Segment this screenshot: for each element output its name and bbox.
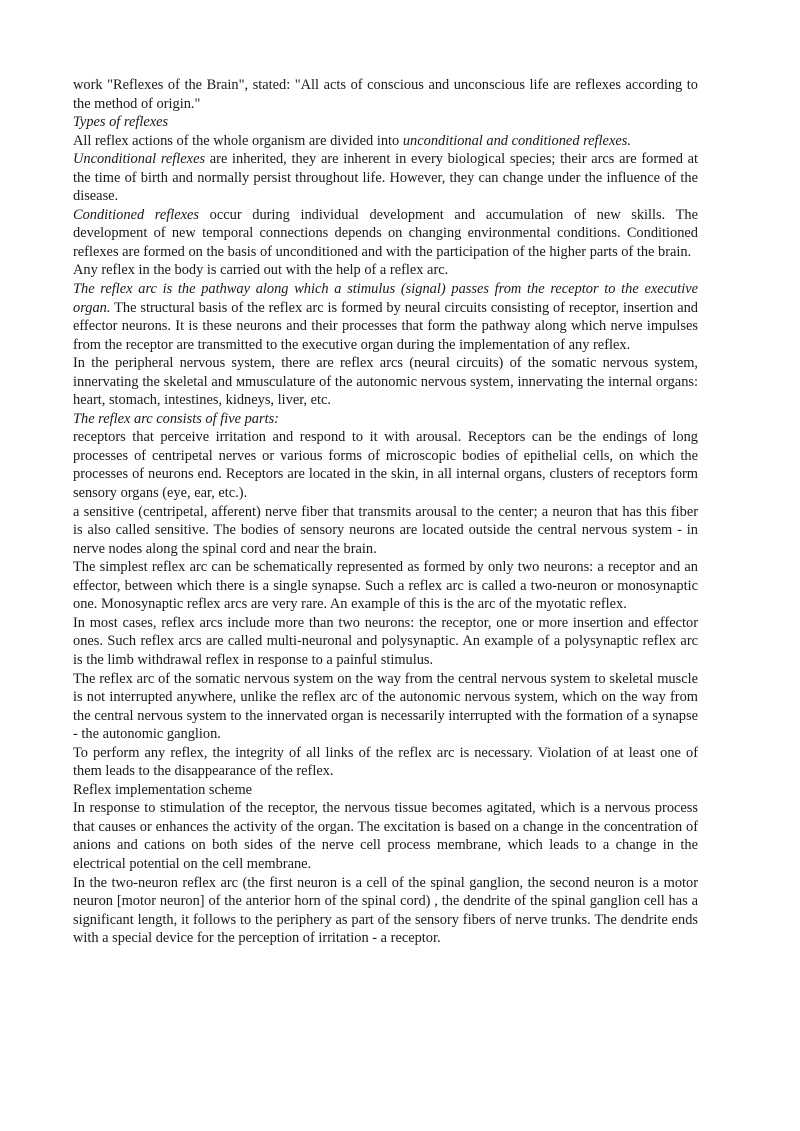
section-heading-types-of-reflexes: Types of reflexes xyxy=(73,114,169,131)
paragraph-peripheral-nervous-system: In the peripheral nervous system, there are reflex arcs (neural circuits) of the somatic nervous system, innervating the skeletal and мmusculature of the autonomic nervous system, innervating the internal organs: heart, stomach, intestines, kidneys, liver, etc. xyxy=(73,355,698,409)
paragraph-receptors: receptors that perceive irritation and respond to it with arousal. Receptors can be the endings of long processes of centripetal nerves or various forms of microscopic bodies of epithelial cells, on which the processes of neurons end. Receptors are located in the skin, in all internal organs, clusters of receptors form sensory organs (eye, ear, etc.). xyxy=(73,429,698,502)
paragraph-reflex-arc-definition: The reflex arc is the pathway along which a stimulus (signal) passes from the receptor to the executive organ. The structural basis of the reflex arc is formed by neural circuits consisting of receptor, insertion and effector neurons. It is these neurons and their processes that form the pathway along which nerve impulses from the receptor are transmitted to the executive organ during the implementation of any reflex. xyxy=(73,281,698,353)
paragraph-unconditional-reflexes: Unconditional reflexes are inherited, they are inherent in every biological species; their arcs are formed at the time of birth and normally persist throughout life. However, they can change under the influence of the disease. xyxy=(73,151,698,205)
paragraph-conditioned-reflexes: Conditioned reflexes occur during individual development and accumulation of new skills. The development of new temporal connections depends on changing environmental conditions. Conditioned reflexes are formed on the basis of unconditioned and with the participation of the higher parts of the brain. xyxy=(73,206,698,260)
intro-paragraph: work "Reflexes of the Brain", stated: "All acts of conscious and unconscious life are reflexes according to the method of origin." xyxy=(73,77,698,112)
paragraph-somatic-vs-autonomic: The reflex arc of the somatic nervous system on the way from the central nervous system to skeletal muscle is not interrupted anywhere, unlike the reflex arc of the autonomic nervous system, which on the way from the central nervous system to the innervated organ is necessarily interrupted with the formation of a synapse - the autonomic ganglion. xyxy=(73,670,698,743)
paragraph-two-neuron-arc: In the two-neuron reflex arc (the first neuron is a cell of the spinal ganglion, the second neuron is a motor neuron [motor neuron] of the anterior horn of the spinal cord) , the dendrite of the spinal ganglion cell has a significant length, it follows to the periphery as part of the sensory fibers of nerve trunks. The dendrite ends with a special device for the perception of irritation - a receptor. xyxy=(73,874,698,947)
section-heading-implementation-scheme: Reflex implementation scheme xyxy=(73,781,253,798)
paragraph-simplest-reflex-arc: The simplest reflex arc can be schematically represented as formed by only two neurons: a receptor and an effector, between which there is a single synapse. Such a reflex arc is called a two-neuron or monosynaptic one. Monosynaptic reflex arcs are very rare. An example of this is the arc of the myotatic reflex. xyxy=(73,559,698,613)
paragraph-sensitive-fiber: a sensitive (centripetal, afferent) nerve fiber that transmits arousal to the center; a neuron that has this fiber is also called sensitive. The bodies of sensory neurons are located outside the central nervous system - in nerve nodes along the spinal cord and near the brain. xyxy=(73,503,698,557)
paragraph-integrity: To perform any reflex, the integrity of all links of the reflex arc is necessary. Violation of at least one of them leads to the disappearance of the reflex. xyxy=(73,744,698,780)
paragraph-excitation: In response to stimulation of the receptor, the nervous tissue becomes agitated, which is a nervous process that causes or enhances the activity of the organ. The excitation is based on a change in the concentration of anions and cations on both sides of the nerve cell process membrane, which leads to a change in the electrical potential on the cell membrane. xyxy=(73,800,698,872)
paragraph-reflex-arc-intro: Any reflex in the body is carried out with the help of a reflex arc. xyxy=(73,262,449,279)
paragraph-polysynaptic-arcs: In most cases, reflex arcs include more than two neurons: the receptor, one or more insertion and effector ones. Such reflex arcs are called multi-neuronal and polysynaptic. An example of a polysynaptic reflex arc is the limb withdrawal reflex in response to a painful stimulus. xyxy=(73,614,698,668)
document-body xyxy=(73,76,698,948)
paragraph-reflex-division: All reflex actions of the whole organism are divided into unconditional and conditioned reflexes. xyxy=(73,132,631,149)
section-heading-five-parts: The reflex arc consists of five parts: xyxy=(73,410,279,427)
